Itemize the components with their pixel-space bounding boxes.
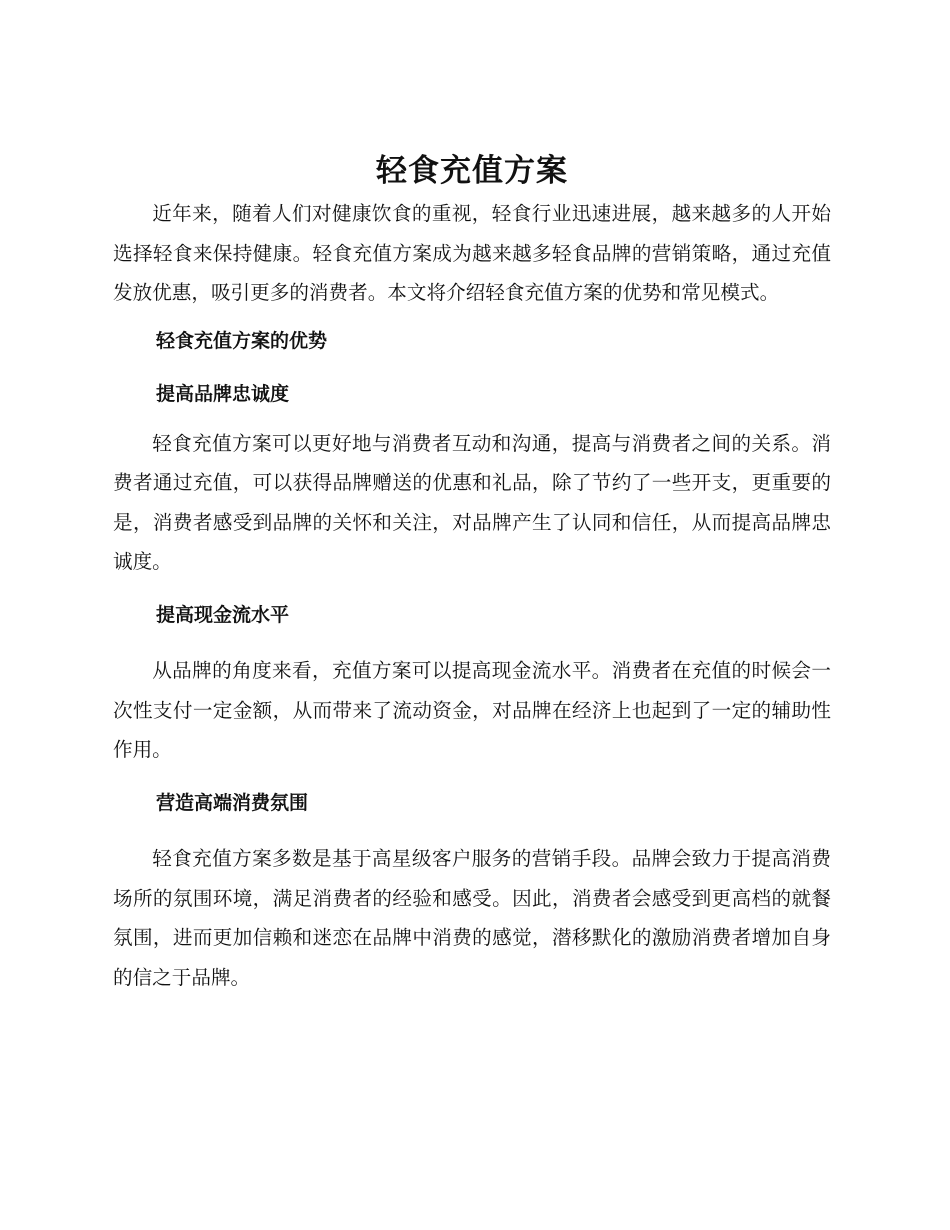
paragraph-premium-atmosphere: 轻食充值方案多数是基于高星级客户服务的营销手段。品牌会致力于提高消费场所的氛围环境，满足消费者的经验和感受。因此，消费者会感受到更高档的就餐氛围，进而更加信赖和迷恋在品牌中消费的感觉，潜移默化的激励消费者增加自身的信之于品牌。 (113, 847, 831, 989)
subheading-cash-flow: 提高现金流水平 (156, 603, 290, 626)
subheading-brand-loyalty: 提高品牌忠诚度 (156, 383, 290, 405)
document-title: 轻食充值方案 (376, 153, 568, 189)
section-heading-advantages: 轻食充值方案的优势 (156, 329, 328, 352)
paragraph-cash-flow: 从品牌的角度来看，充值方案可以提高现金流水平。消费者在充值的时候会一次性支付一定金额，从而带来了流动资金，对品牌在经济上也起到了一定的辅助性作用。 (113, 659, 831, 761)
subheading-premium-atmosphere: 营造高端消费氛围 (156, 791, 309, 814)
document-body (113, 148, 831, 997)
paragraph-brand-loyalty: 轻食充值方案可以更好地与消费者互动和沟通，提高与消费者之间的关系。消费者通过充值，可以获得品牌赠送的优惠和礼品，除了节约了一些开支，更重要的是，消费者感受到品牌的关怀和关注，对品牌产生了认同和信任，从而提高品牌忠诚度。 (113, 431, 831, 573)
intro-paragraph: 近年来，随着人们对健康饮食的重视，轻食行业迅速进展，越来越多的人开始选择轻食来保持健康。轻食充值方案成为越来越多轻食品牌的营销策略，通过充值发放优惠，吸引更多的消费者。本文将介绍轻食充值方案的优势和常见模式。 (113, 202, 831, 304)
